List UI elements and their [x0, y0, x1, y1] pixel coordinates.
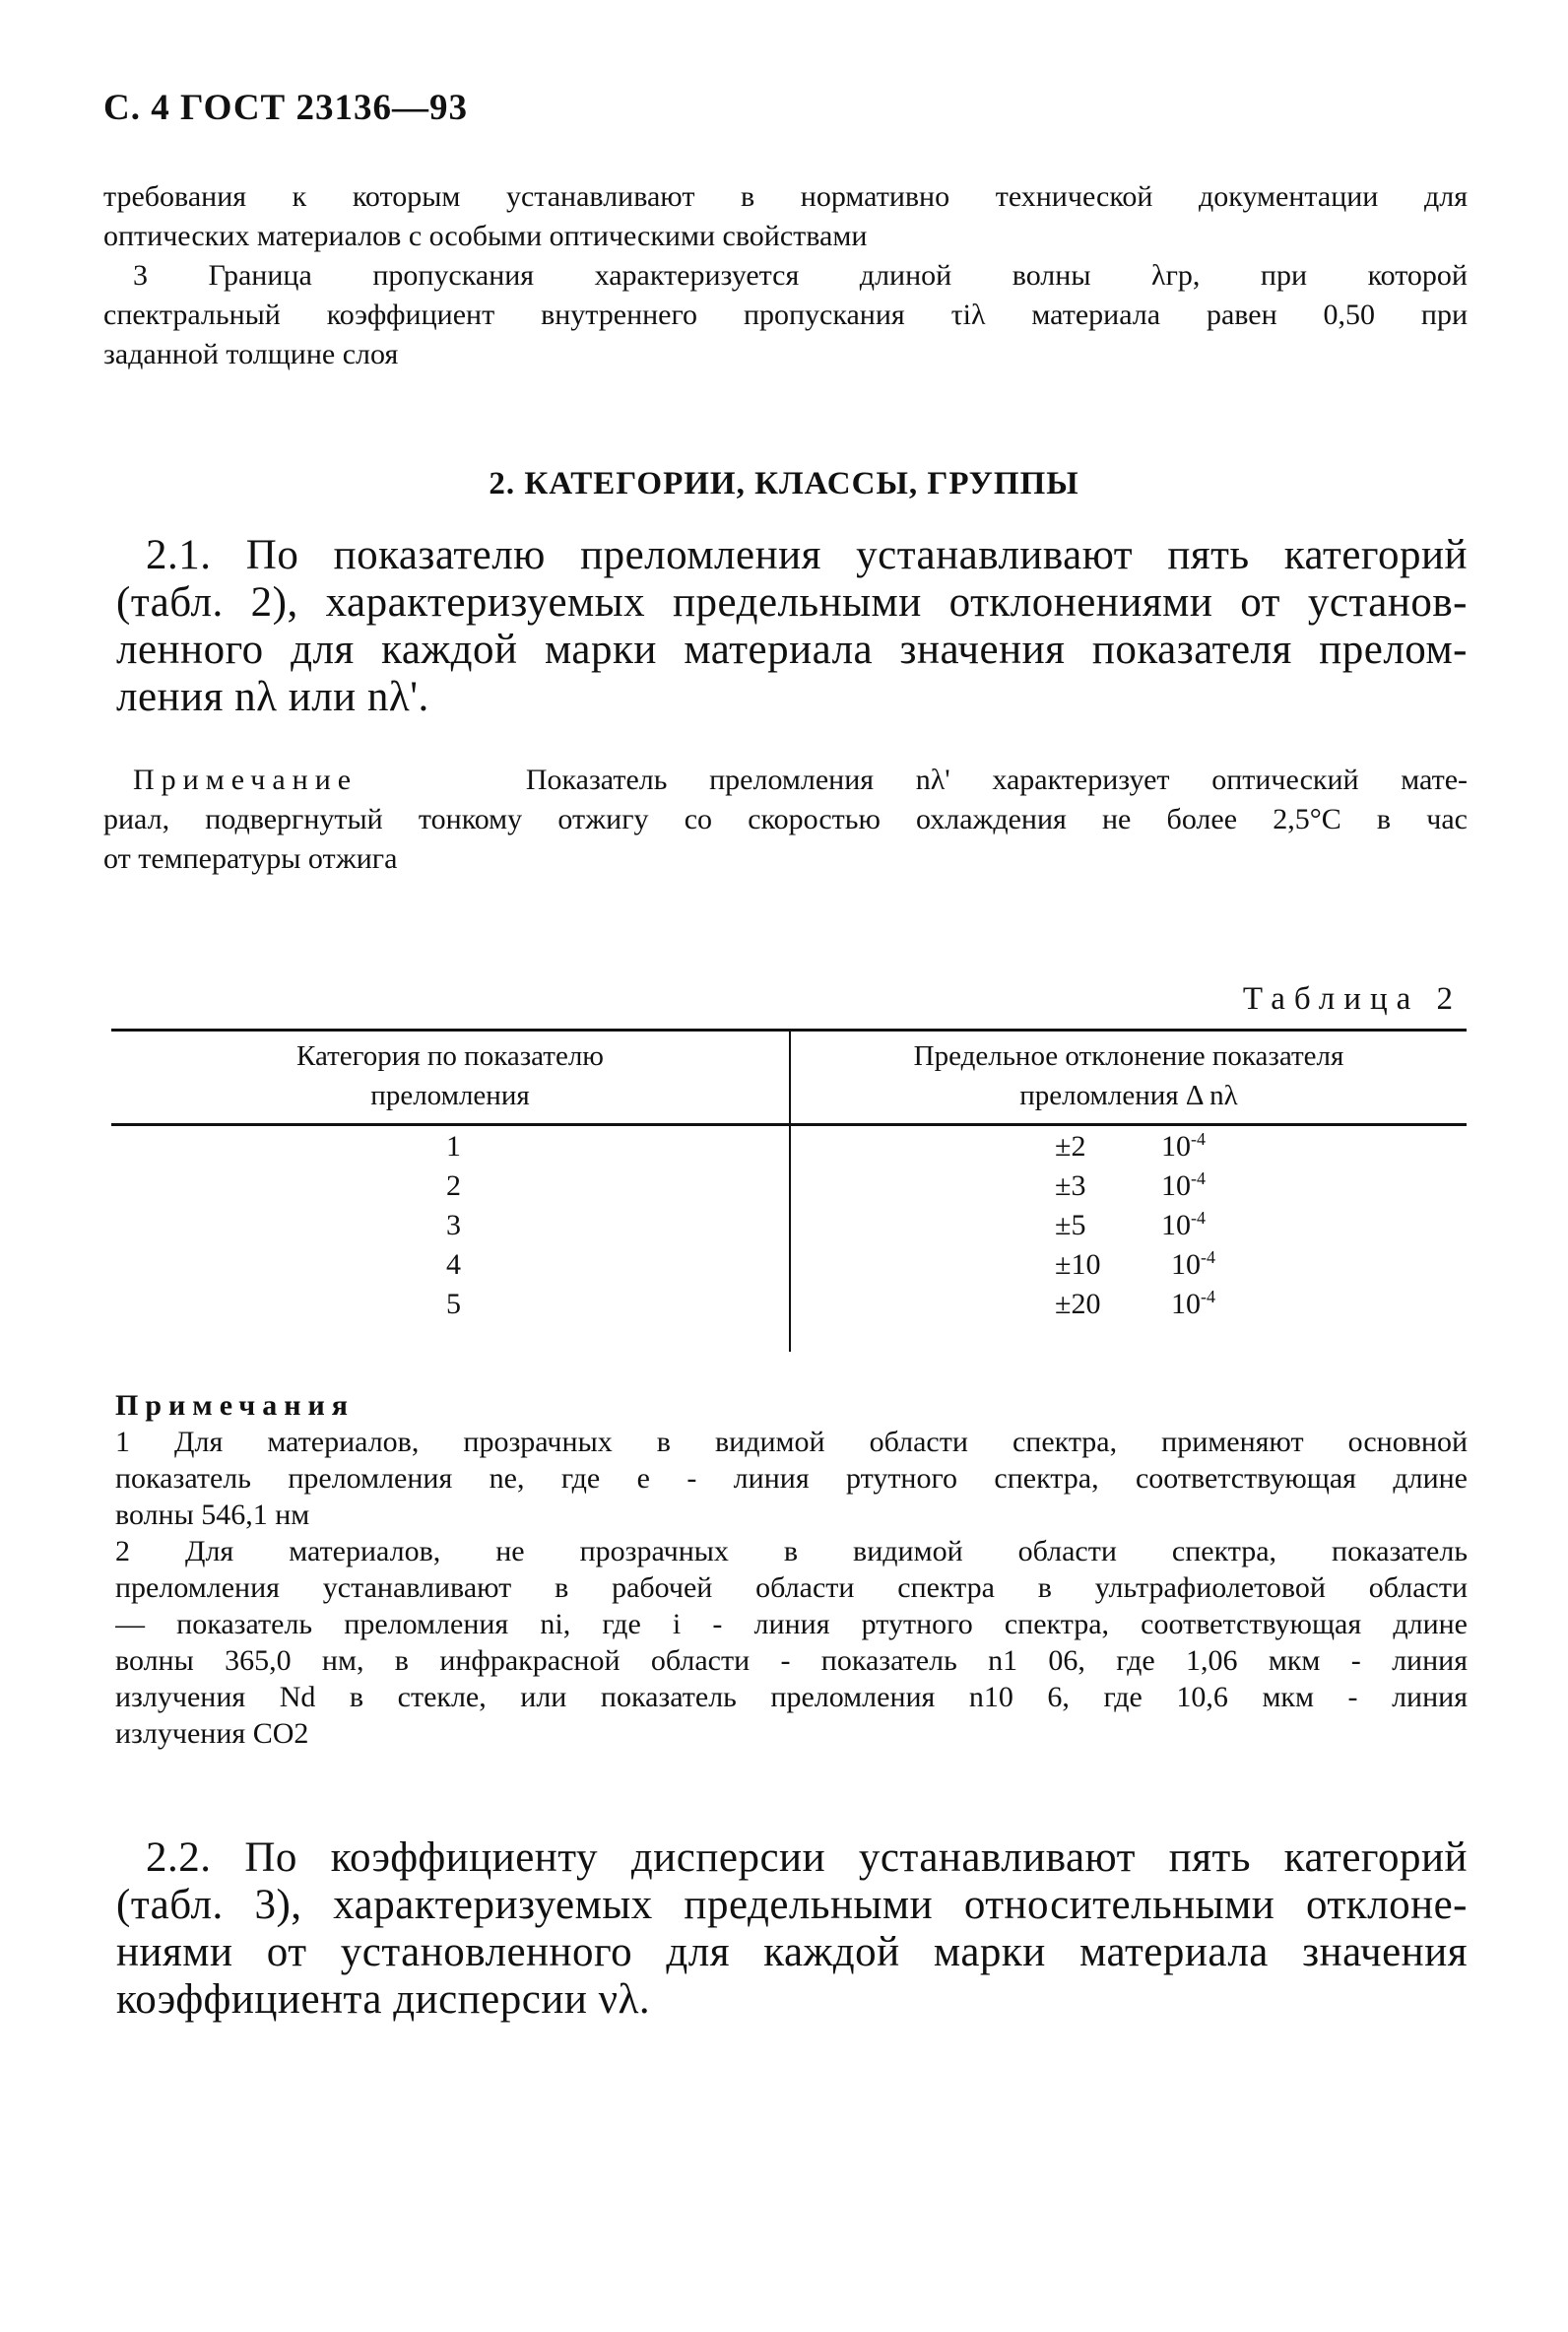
table-title: Таблица 2	[1242, 981, 1462, 1017]
category-cell: 4	[446, 1248, 461, 1281]
note-line	[103, 761, 1468, 800]
intro-line: требования к которым устанавливают в нормативно технической документации для	[103, 180, 1468, 213]
exponent: -4	[1191, 1168, 1206, 1188]
paragraph-line: (табл. 3), характеризуемых предельными относительными отклоне-	[116, 1882, 1468, 1928]
paragraph-line: коэффициента дисперсии νλ.	[116, 1976, 651, 2023]
note3-line: заданной толщине слоя	[103, 338, 399, 370]
note3-line: спектральный коэффициент внутреннего пропускания τiλ материала равен 0,50 при	[103, 299, 1468, 331]
note-line: от температуры отжига	[103, 842, 398, 875]
deviation-value: ±10	[1055, 1248, 1101, 1281]
note-block	[103, 761, 1468, 879]
notes-line: излучения Nd в стекле, или показатель преломления n10 6, где 10,6 мкм - линия	[115, 1681, 1468, 1713]
multiplier: 10	[1171, 1288, 1201, 1320]
multiplier: 10	[1171, 1248, 1201, 1281]
notes-line: 1 Для материалов, прозрачных в видимой области спектра, применяют основной	[115, 1426, 1468, 1458]
notes-line: показатель преломления ne, где e - линия ртутного спектра, соответствующая длине	[115, 1462, 1468, 1495]
multiplier: 10	[1161, 1130, 1191, 1163]
category-cell: 3	[446, 1209, 461, 1241]
paragraph-line: ленного для каждой марки материала значения показателя прелом-	[116, 627, 1468, 673]
note-line: риал, подвергнутый тонкому отжигу со скоростью охлаждения не более 2,5°С в час	[103, 803, 1468, 835]
section-title: 2. КАТЕГОРИИ, КЛАССЫ, ГРУППЫ	[489, 466, 1079, 501]
paragraph-line: ления nλ или nλ'.	[116, 674, 429, 720]
col-header-text: преломления	[370, 1080, 530, 1111]
notes-label: Примечания	[115, 1389, 356, 1422]
exponent: -4	[1201, 1247, 1215, 1267]
deviation-cell	[1055, 1206, 1206, 1245]
paragraph-line: 2.1. По показателю преломления устанавливают пять категорий	[146, 532, 1468, 578]
col-header-text: Предельное отклонение показателя	[913, 1040, 1344, 1072]
category-cell: 2	[446, 1169, 461, 1202]
deviation-cell	[1055, 1127, 1206, 1166]
category-cell: 1	[446, 1130, 461, 1163]
refraction-category-table	[111, 1029, 1467, 1354]
note-text: Показатель преломления nλ' характеризует оптический мате-	[525, 764, 1468, 796]
col-header-category	[111, 1036, 789, 1115]
col-header-text: Категория по показателю	[296, 1040, 604, 1072]
intro-block	[103, 177, 1468, 374]
deviation-cell	[1055, 1285, 1215, 1324]
notes-line: преломления устанавливают в рабочей области спектра в ультрафиолетовой области	[115, 1571, 1468, 1604]
deviation-value: ±20	[1055, 1288, 1101, 1320]
notes-line: волны 546,1 нм	[115, 1499, 310, 1531]
paragraph-line: (табл. 2), характеризуемых предельными отклонениями от установ-	[116, 579, 1468, 626]
deviation-value: ±2	[1055, 1130, 1086, 1163]
notes-block	[115, 1387, 1468, 1752]
multiplier: 10	[1161, 1209, 1191, 1241]
note3-line: 3 Граница пропускания характеризуется длиной волны λгр, при которой	[133, 259, 1468, 292]
deviation-cell	[1055, 1166, 1206, 1206]
exponent: -4	[1191, 1129, 1206, 1149]
notes-line: волны 365,0 нм, в инфракрасной области - показатель n1 06, где 1,06 мкм - линия	[115, 1644, 1468, 1677]
paragraph-2-1	[116, 532, 1468, 721]
deviation-value: ±3	[1055, 1169, 1086, 1202]
note-label: Примечание	[133, 764, 359, 796]
page-header: С. 4 ГОСТ 23136—93	[103, 88, 468, 128]
notes-line: — показатель преломления ni, где i - линия ртутного спектра, соответствующая длине	[115, 1608, 1468, 1640]
notes-line: 2 Для материалов, не прозрачных в видимой области спектра, показатель	[115, 1535, 1468, 1567]
intro-line: оптических материалов с особыми оптическими свойствами	[103, 220, 868, 252]
category-cell: 5	[446, 1288, 461, 1320]
paragraph-2-2	[116, 1834, 1468, 2024]
multiplier: 10	[1161, 1169, 1191, 1202]
col-header-deviation	[791, 1036, 1467, 1115]
paragraph-line: ниями от установленного для каждой марки материала значения	[116, 1929, 1468, 1975]
col-header-text: преломления Δ nλ	[1019, 1080, 1238, 1111]
notes-line: излучения CO2	[115, 1717, 309, 1750]
deviation-cell	[1055, 1245, 1215, 1285]
exponent: -4	[1191, 1208, 1206, 1228]
exponent: -4	[1201, 1287, 1215, 1306]
deviation-value: ±5	[1055, 1209, 1086, 1241]
paragraph-line: 2.2. По коэффициенту дисперсии устанавливают пять категорий	[146, 1834, 1468, 1881]
